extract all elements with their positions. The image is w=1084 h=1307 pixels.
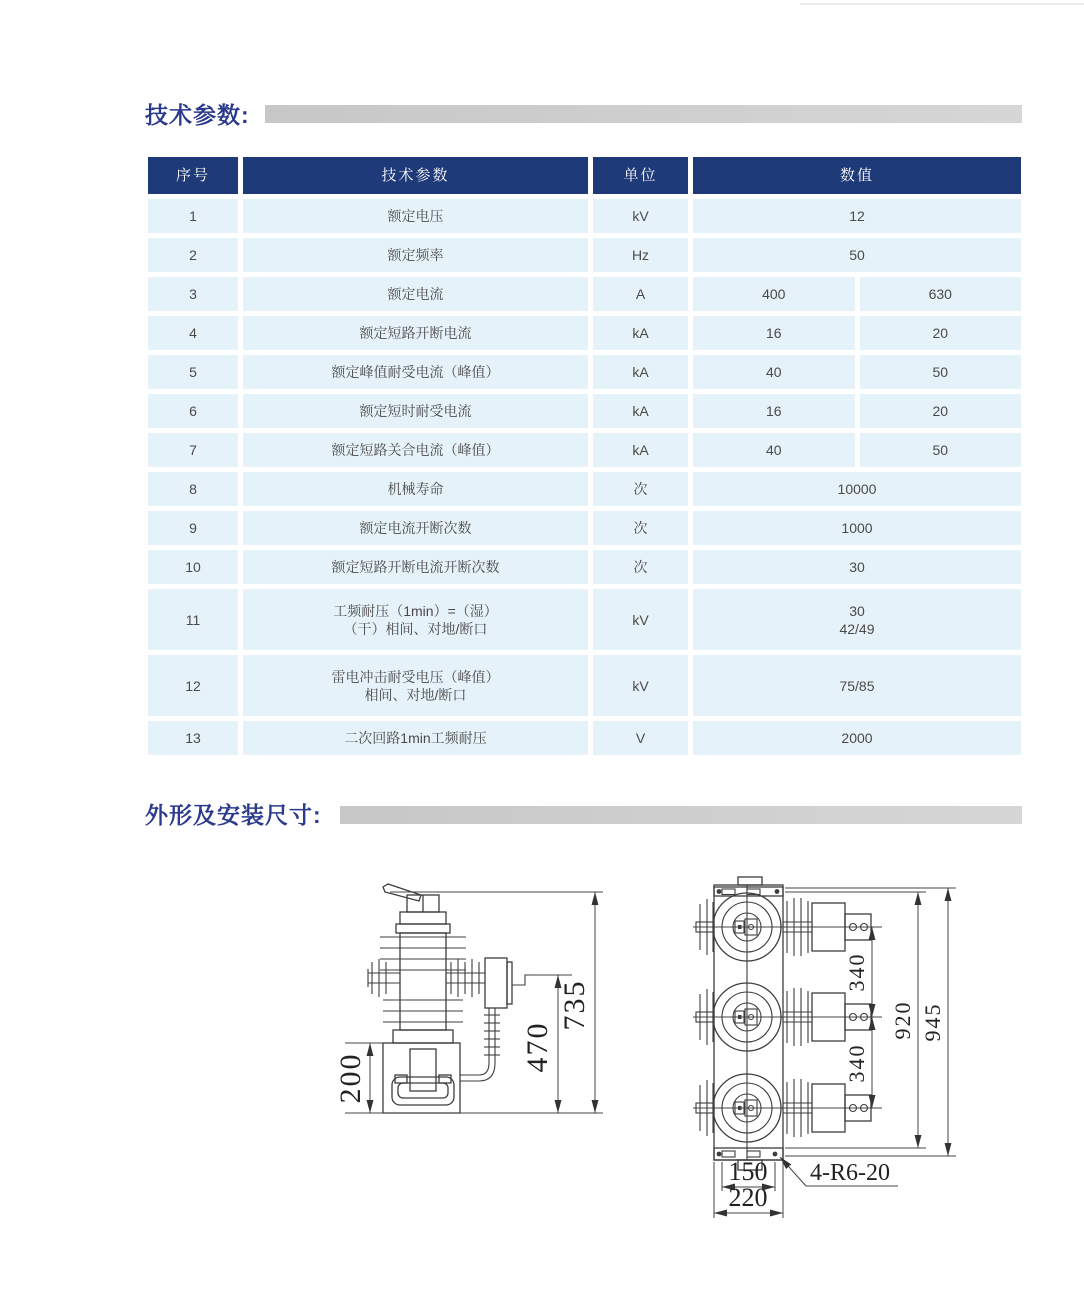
row-param: 额定电流开断次数 (243, 511, 588, 545)
technical-parameters-table (148, 157, 1022, 755)
row-unit: kA (593, 394, 688, 428)
pole-b (693, 983, 882, 1051)
row-no: 11 (148, 589, 238, 650)
row-value-right: 630 (860, 277, 1022, 311)
row-unit: 次 (593, 550, 688, 584)
front-view-dimensions (714, 888, 956, 1218)
row-value-split (693, 316, 1021, 350)
row-value-split (693, 277, 1021, 311)
row-param: 额定短路开断电流开断次数 (243, 550, 588, 584)
row-no: 12 (148, 655, 238, 716)
row-value: 2000 (693, 721, 1021, 755)
row-value-right: 50 (860, 355, 1022, 389)
row-value-left: 40 (693, 355, 855, 389)
row-no: 2 (148, 238, 238, 272)
dim-phase-gap-bottom: 340 (844, 1043, 869, 1083)
row-no: 6 (148, 394, 238, 428)
row-value-right: 20 (860, 394, 1022, 428)
row-value-left: 16 (693, 316, 855, 350)
dim-outer-height: 945 (920, 1002, 945, 1042)
dim-base-width: 220 (728, 1183, 768, 1212)
row-param: 额定频率 (243, 238, 588, 272)
row-no: 1 (148, 199, 238, 233)
row-param: 二次回路1min工频耐压 (243, 721, 588, 755)
page-top-rule (800, 3, 1084, 5)
row-value-split (693, 433, 1021, 467)
row-no: 4 (148, 316, 238, 350)
section2-decor-bar (340, 806, 1022, 824)
left-bushing (368, 959, 400, 997)
row-value-line2: 42/49 (839, 620, 875, 637)
side-view-drawing (335, 865, 645, 1165)
dim-arm-height: 470 (521, 1021, 554, 1073)
row-unit: 次 (593, 472, 688, 506)
dim-phase-gap-top: 340 (844, 952, 869, 992)
row-param: 额定电压 (243, 199, 588, 233)
row-no: 5 (148, 355, 238, 389)
row-unit: kV (593, 199, 688, 233)
dim-inner-height: 920 (890, 1000, 915, 1040)
pole-a (693, 893, 882, 961)
row-value: 50 (693, 238, 1021, 272)
row-unit: kA (593, 355, 688, 389)
row-unit: kV (593, 655, 688, 716)
row-no: 7 (148, 433, 238, 467)
row-param (243, 589, 588, 650)
row-value-left: 16 (693, 394, 855, 428)
front-view-drawing (690, 868, 1010, 1228)
section-title-dimensions: 外形及安装尺寸: (145, 802, 322, 828)
row-unit: kV (593, 589, 688, 650)
row-no: 13 (148, 721, 238, 755)
row-param: 额定短时耐受电流 (243, 394, 588, 428)
row-unit: 次 (593, 511, 688, 545)
row-param-line2: （干）相间、对地/断口 (343, 620, 488, 637)
section1-decor-bar (265, 105, 1022, 123)
row-unit: kA (593, 433, 688, 467)
row-value-left: 400 (693, 277, 855, 311)
col-header-unit: 单位 (593, 157, 688, 194)
col-header-value: 数值 (693, 157, 1021, 194)
row-value-line1: 30 (849, 602, 865, 619)
row-value: 1000 (693, 511, 1021, 545)
row-value-left: 40 (693, 433, 855, 467)
row-param: 额定短路关合电流（峰值） (243, 433, 588, 467)
row-value: 30 (693, 550, 1021, 584)
row-value: 10000 (693, 472, 1021, 506)
section-title-technical-parameters: 技术参数: (145, 102, 250, 128)
row-value-right: 50 (860, 433, 1022, 467)
row-param: 额定峰值耐受电流（峰值） (243, 355, 588, 389)
mounting-channel (714, 877, 783, 1170)
row-value-right: 20 (860, 316, 1022, 350)
row-unit: Hz (593, 238, 688, 272)
row-param: 机械寿命 (243, 472, 588, 506)
row-param: 额定短路开断电流 (243, 316, 588, 350)
row-unit: kA (593, 316, 688, 350)
row-param (243, 655, 588, 716)
breaker-side-view (368, 884, 538, 1113)
row-no: 9 (148, 511, 238, 545)
row-unit: V (593, 721, 688, 755)
row-param: 额定电流 (243, 277, 588, 311)
dim-total-height: 735 (558, 979, 591, 1031)
insulator-column (380, 933, 466, 1043)
row-param-line2: 相间、对地/断口 (364, 686, 467, 703)
row-value-split (693, 394, 1021, 428)
row-no: 3 (148, 277, 238, 311)
row-value-split (693, 355, 1021, 389)
row-value: 12 (693, 199, 1021, 233)
dim-hole-span: 150 (728, 1157, 768, 1186)
row-value (693, 589, 1021, 650)
pole-c (693, 1074, 882, 1142)
ribbed-cable (460, 1008, 500, 1081)
row-no: 8 (148, 472, 238, 506)
dim-base-height: 200 (334, 1052, 367, 1104)
row-no: 10 (148, 550, 238, 584)
col-header-no: 序号 (148, 157, 238, 194)
base-box (383, 1043, 460, 1113)
col-header-param: 技术参数 (243, 157, 588, 194)
row-unit: A (593, 277, 688, 311)
row-value: 75/85 (693, 655, 1021, 716)
side-view-dimensions (334, 892, 603, 1113)
row-param-line1: 工频耐压（1min）=（湿） (333, 602, 498, 619)
row-param-line1: 雷电冲击耐受电压（峰值） (331, 668, 500, 685)
mounting-holes-note: 4-R6-20 (810, 1160, 890, 1186)
